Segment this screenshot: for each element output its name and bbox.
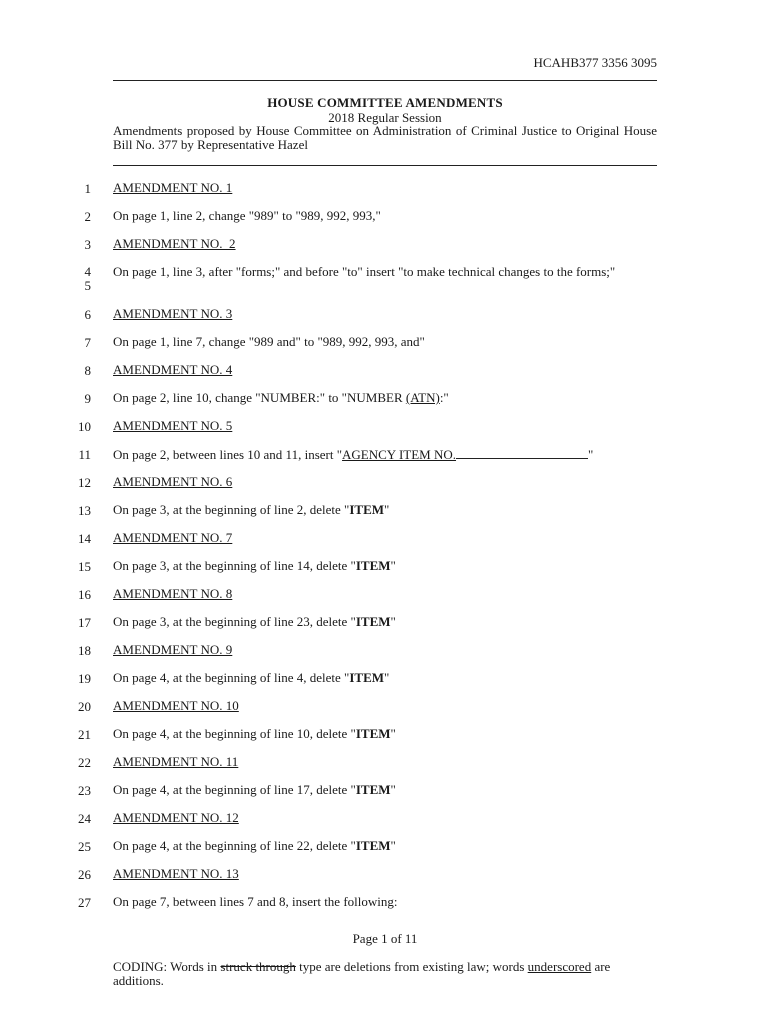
text-segment: ": [384, 670, 390, 685]
bold-text: ITEM: [349, 502, 385, 517]
underscored-text: AGENCY ITEM NO.: [342, 447, 457, 462]
bold-text: ITEM: [355, 838, 391, 853]
amendment-description: Amendments proposed by House Committee on Administration of Criminal Justice to Original House Bill No. 377 by Representative Hazel: [113, 123, 657, 152]
amendment-heading: AMENDMENT NO. 12: [113, 810, 239, 825]
blank-line: [456, 447, 588, 459]
text-segment: ": [384, 502, 390, 517]
text-segment: On page 2, between lines 10 and 11, insert ": [113, 447, 343, 462]
amendment-heading: AMENDMENT NO. 2: [113, 236, 236, 251]
underscored-text: (ATN): [405, 390, 440, 405]
title-rule: [113, 165, 657, 166]
amendment-text: [113, 391, 657, 405]
line-number: 16: [78, 587, 91, 602]
line-number: 4 5: [84, 264, 91, 293]
amendment-heading: AMENDMENT NO. 5: [113, 418, 233, 433]
line-number: 3: [84, 237, 91, 252]
text-segment: :": [439, 390, 449, 405]
amendment-heading: AMENDMENT NO. 1: [113, 180, 233, 195]
amendment-heading: AMENDMENT NO. 3: [113, 306, 233, 321]
amendment-text: [113, 671, 657, 685]
line-number: 7: [84, 335, 91, 350]
line-number: 25: [78, 839, 91, 854]
amendment-text: [113, 503, 657, 517]
text-segment: On page 2, line 10, change "NUMBER:" to "NUMBER: [113, 390, 406, 405]
amendment-text: On page 1, line 3, after "forms;" and before "to" insert "to make technical changes to the forms;": [113, 264, 616, 279]
line-number: 18: [78, 643, 91, 658]
line-number: 10: [78, 419, 91, 434]
bold-text: ITEM: [355, 726, 391, 741]
bold-text: ITEM: [355, 782, 391, 797]
amendment-heading: AMENDMENT NO. 9: [113, 642, 233, 657]
text-segment: On page 4, at the beginning of line 17, delete ": [113, 782, 356, 797]
line-number: 9: [84, 391, 91, 406]
amendment-text: [113, 559, 657, 573]
coding-legend: [113, 960, 657, 988]
page-number: Page 1 of 11: [352, 931, 418, 946]
line-number: 19: [78, 671, 91, 686]
line-number: 13: [78, 503, 91, 518]
line-number: 24: [78, 811, 91, 826]
text-segment: are additions.: [113, 959, 611, 988]
text-segment: On page 4, at the beginning of line 10, delete ": [113, 726, 356, 741]
amendment-text: On page 1, line 2, change "989" to "989, 992, 993,": [113, 208, 381, 223]
bold-text: ITEM: [349, 670, 385, 685]
bold-text: ITEM: [355, 614, 391, 629]
line-number: 17: [78, 615, 91, 630]
amendment-heading: AMENDMENT NO. 6: [113, 474, 233, 489]
text-segment: ": [390, 726, 396, 741]
line-number: 27: [78, 895, 91, 910]
amendment-heading: AMENDMENT NO. 13: [113, 866, 239, 881]
line-number: 1: [84, 181, 91, 196]
bold-text: ITEM: [355, 558, 391, 573]
text-segment: ": [390, 558, 396, 573]
amendment-heading: AMENDMENT NO. 8: [113, 586, 233, 601]
amendment-text: [113, 839, 657, 853]
text-segment: On page 4, at the beginning of line 4, delete ": [113, 670, 350, 685]
header-rule: [113, 80, 657, 81]
line-number: 12: [78, 475, 91, 490]
text-segment: ": [390, 614, 396, 629]
line-number: 14: [78, 531, 91, 546]
text-segment: On page 3, at the beginning of line 23, delete ": [113, 614, 356, 629]
text-segment: ": [588, 447, 594, 462]
text-segment: On page 3, at the beginning of line 2, delete ": [113, 502, 350, 517]
line-number: 21: [78, 727, 91, 742]
amendment-heading: AMENDMENT NO. 10: [113, 698, 239, 713]
line-number: 15: [78, 559, 91, 574]
amendment-text: [113, 447, 657, 462]
line-number: 11: [78, 447, 91, 462]
amendment-text: [113, 727, 657, 741]
amendment-heading: AMENDMENT NO. 11: [113, 754, 239, 769]
document-id: HCAHB377 3356 3095: [533, 55, 657, 70]
amendment-text: On page 7, between lines 7 and 8, insert the following:: [113, 894, 398, 909]
amendment-text: [113, 783, 657, 797]
line-number: 20: [78, 699, 91, 714]
line-number: 6: [84, 307, 91, 322]
text-segment: ": [390, 782, 396, 797]
amendment-heading: AMENDMENT NO. 7: [113, 530, 233, 545]
struck-text: struck through: [220, 959, 296, 974]
text-segment: ": [390, 838, 396, 853]
underscored-text: underscored: [527, 959, 592, 974]
text-segment: On page 3, at the beginning of line 14, delete ": [113, 558, 356, 573]
amendment-heading: AMENDMENT NO. 4: [113, 362, 233, 377]
line-number: 8: [84, 363, 91, 378]
amendment-text: On page 1, line 7, change "989 and" to "989, 992, 993, and": [113, 334, 425, 349]
text-segment: On page 4, at the beginning of line 22, delete ": [113, 838, 356, 853]
line-number: 22: [78, 755, 91, 770]
line-number: 2: [84, 209, 91, 224]
text-segment: CODING: Words in: [113, 959, 221, 974]
session-label: 2018 Regular Session: [328, 110, 442, 125]
text-segment: type are deletions from existing law; words: [295, 959, 528, 974]
document-title: HOUSE COMMITTEE AMENDMENTS: [267, 95, 503, 110]
line-number: 26: [78, 867, 91, 882]
amendment-text: [113, 615, 657, 629]
line-number: 23: [78, 783, 91, 798]
